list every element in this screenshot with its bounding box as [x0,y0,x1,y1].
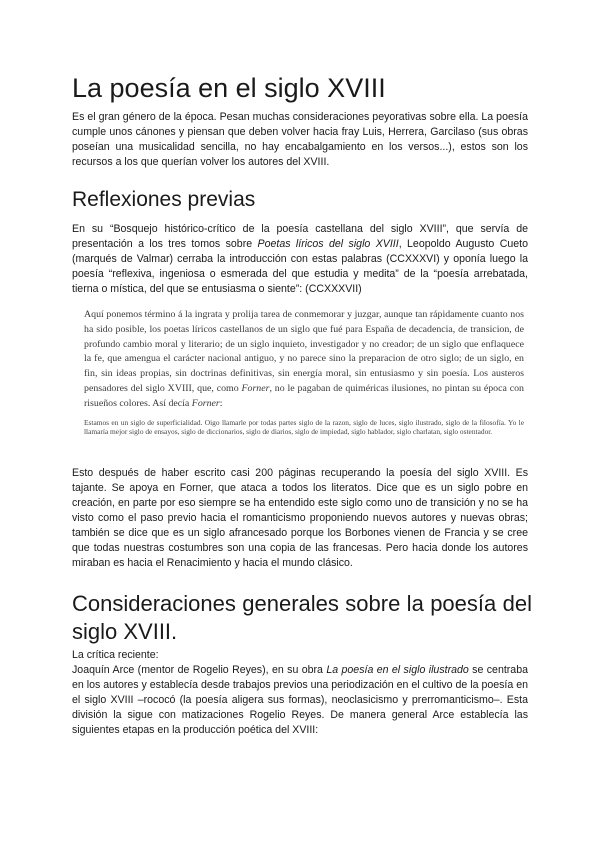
intro-paragraph: Es el gran género de la época. Pesan muchas consideraciones peyorativas sobre ella. La poesía cumple unos cánones y piensan que deben volver hacia fray Luis, Herrera, Garcilaso (sus obras poseían una musicalidad sencilla, no hay encabalgamiento en los versos...), estos son los recursos a los que querían volver los autores del XVIII. [72,111,528,168]
book-title-poesia-ilustrado: La poesía en el siglo ilustrado [326,664,469,676]
scan-quote-main [84,308,524,412]
arce-text-after: se centraba en los autores y establecía desde trabajos previos una periodización en el cultivo de la poesía en el siglo XVIII –rococó (la poesía aligera sus formas), neoclasicismo y prerromanticismo–. Esta división la sigue con matizaciones Rogelio Reyes. De manera general Arce establecía las siguientes etapas en la producción poética del XVIII: [72,664,528,736]
section-heading-reflexiones: Reflexiones previas [72,188,256,211]
page-title: La poesía en el siglo XVIII [72,73,386,103]
arce-paragraph [72,663,528,738]
quoted-scan-image [84,308,524,460]
scan-quote-forner-1: Forner [241,382,270,394]
scan-quote-text-c: : [219,397,223,409]
scan-quote-text-a: Aquí ponemos término á la ingrata y prolija tarea de conmemorar y juzgar, aunque tan rápidamente cuanto nos ha sido posible, los poetas líricos castellanos de un siglo que fué para España de decadencia, de transicion, de profundo cambio moral y literario; de un siglo inquieto, investigador y no creador; de un siglo que enflaquece la fe, que amengua el carácter nacional antiguo, y no parece sino la preparacion de otro siglo; de un siglo, en fin, sin ideas propias, sin doctrinas definitivas, sin energía moral, sin entusiasmo y sin poesía. Los austeros pensadores del siglo XVIII, que, como [84,309,524,394]
book-title-poetas-liricos: Poetas líricos del siglo XVIII [257,238,399,250]
scan-quote-text-b: , no le pagaban de quiméricas ilusiones, no pintan su época con risueños colores. Así decía [84,382,524,409]
critica-label: La crítica reciente: [72,649,159,661]
after-quote-paragraph: Esto después de haber escrito casi 200 páginas recuperando la poesía del siglo XVIII. Es tajante. Se apoya en Forner, que ataca a todos los literatos. Dice que es un siglo pobre en creación, en parte por eso siempre se ha entendido este siglo como uno de transición y no se ha visto como el paso previo hacia el romanticismo proponiendo nuevos autores y nuevas obras; también se dice que es un siglo afrancesado porque los Borbones vienen de Francia y se cree que todas nuestras costumbres son una copia de las francesas. Pero hacia donde los autores miraban es hacia el Renacimiento y hacia el mundo clásico. [72,467,528,569]
scan-quote-forner-2: Forner [191,397,220,409]
reflexiones-paragraph [72,222,528,297]
section-heading-consideraciones: Consideraciones generales sobre la poesía del siglo XVIII. [72,591,532,644]
arce-text-before: Joaquín Arce (mentor de Rogelio Reyes), en su obra [72,664,327,676]
reflexiones-text-after: , Leopoldo Augusto Cueto (marqués de Valmar) cerraba la introducción con estas palabras (CCXXXVI) y oponía luego la poesía “reflexiva, ingeniosa o esmerada del que estudia y medita” de la “poesía arrebatada, tierna o mística, del que se entusiasma o siente”: (CCXXXVII) [72,238,528,295]
reflexiones-text-before: En su “Bosquejo histórico-crítico de la poesía castellana del siglo XVIII”, que servía de presentación a los tres tomos sobre [72,223,528,250]
scan-quote-note: Estamos en un siglo de superficialidad. Oigo llamarle por todas partes siglo de la razon, siglo de luces, siglo ilustrado, siglo de la filosofía. Yo le llamaría mejor siglo de ensayos, siglo de diccionarios, siglo de diarios, siglo de impiedad, siglo hablador, siglo charlatan, siglo ostentador. [84,417,524,437]
